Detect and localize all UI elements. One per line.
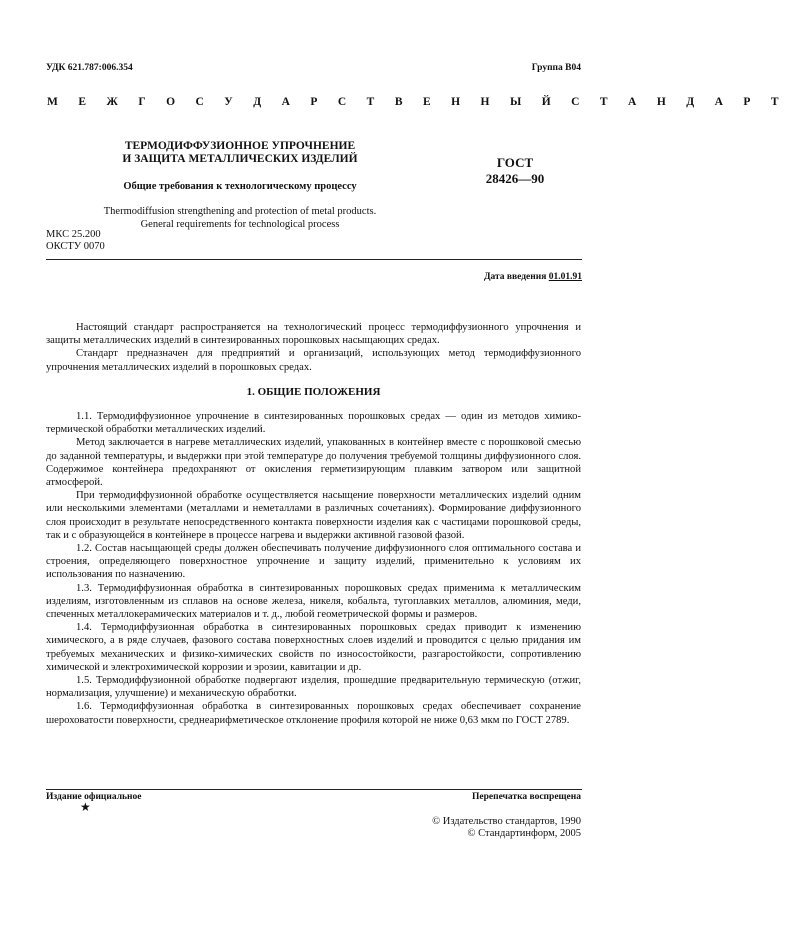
udk-code: УДК 621.787:006.354 [46, 63, 133, 73]
copyright-2: © Стандартинформ, 2005 [467, 828, 581, 839]
intro-date-value: 01.01.91 [548, 272, 582, 282]
paragraph-1-4: 1.4. Термодиффузионная обработка в синтезированных порошковых средах приводит к изменению химического, а в ряде случаев, фазового состава поверхностных слоев изделий и проводится с целью придания им требуемых механических и физико-химических свойств по износостойкости, разгаростойкости, сопротивлению химической и электрохимической коррозии и эрозии, кавитации и др. [46, 622, 581, 673]
reprint-notice: Перепечатка воспрещена [471, 792, 581, 802]
subtitle: Общие требования к технологическому процессу [123, 181, 357, 192]
section-1-body [46, 410, 581, 727]
paragraph-saturation: При термодиффузионной обработке осуществляется насыщение поверхности металлических изделий одним или несколькими элементами (металлами и неметаллами в различных сочетаниях). Формирование диффузионного слоя происходит в результате непосредственного контакта поверхности изделия как с частицами порошковой среды, так и с образующейся в контейнере в процессе нагрева и выдержки активной газовой фазой. [46, 490, 581, 541]
title-block [80, 140, 400, 231]
title-en-1: Thermodiffusion strengthening and protection of metal products. [103, 206, 377, 217]
intro-date-label: Дата введения [483, 272, 549, 282]
copyright-1: © Издательство стандартов, 1990 [432, 816, 581, 827]
gost-label: ГОСТ [496, 155, 534, 170]
intro-paragraph: Настоящий стандарт распространяется на технологический процесс термодиффузионного упрочнения и защиты металлических изделий в синтезированных порошковых насыщающих средах. [46, 322, 581, 347]
paragraph-method: Метод заключается в нагреве металлических изделий, упакованных в контейнер вместе с порошковой смесью до заданной температуры, и выдержки при этой температуре до получения требуемой толщины диффузионного слоя. Содержимое контейнера предохраняют от окисления герметизирующим плавким затвором или защитной атмосферой. [46, 437, 581, 489]
intro-paragraph: Стандарт предназначен для предприятий и организаций, использующих метод термодиффузионного упрочнения металлических изделий в порошковых средах. [46, 348, 581, 373]
paragraph-1-2: 1.2. Состав насыщающей среды должен обеспечивать получение диффузионного слоя оптимального состава и строения, определяющего поверхностное упрочнение и защиту изделий, применительно к условиям их использования по назначению. [46, 543, 581, 581]
footer-divider [46, 789, 582, 790]
okstu-code: ОКСТУ 0070 [46, 241, 105, 252]
paragraph-1-3: 1.3. Термодиффузионная обработка в синтезированных порошковых средах применима к металлическим изделиям, изготовленным из сплавов на основе железа, никеля, кобальта, тугоплавких металлов, алюминия, меди, спеченных металлокерамических материалов и т. д., любой геометрической формы и размеров. [46, 582, 581, 621]
official-edition: Издание официальное [46, 792, 142, 802]
title-en-2: General requirements for technological process [140, 219, 340, 230]
gost-number: 28426—90 [485, 171, 545, 186]
intro-text [46, 321, 581, 374]
intro-date [484, 271, 582, 283]
standard-type: М Е Ж Г О С У Д А Р С Т В Е Н Н Ы Й С Т А Н Д А Р Т [47, 96, 787, 108]
title-line-1: ТЕРМОДИФФУЗИОННОЕ УПРОЧНЕНИЕ [124, 140, 356, 152]
section-heading: 1. ОБЩИЕ ПОЛОЖЕНИЯ [246, 386, 381, 398]
mks-code: МКС 25.200 [46, 229, 101, 240]
paragraph-1-5: 1.5. Термодиффузионной обработке подвергают изделия, прошедшие предварительную термическую (отжиг, нормализация, улучшение) и механическую обработки. [46, 675, 581, 700]
star-icon: ★ [80, 800, 91, 814]
header-divider [46, 259, 582, 260]
group-code: Группа В04 [531, 63, 581, 73]
paragraph-1-1: 1.1. Термодиффузионное упрочнение в синтезированных порошковых средах — один из методов химико-термической обработки металлических изделий. [46, 411, 581, 436]
title-line-2: И ЗАЩИТА МЕТАЛЛИЧЕСКИХ ИЗДЕЛИЙ [122, 153, 358, 165]
paragraph-1-6: 1.6. Термодиффузионная обработка в синтезированных порошковых средах обеспечивает сохранение шероховатости поверхности, среднеарифметическое отклонение профиля которой не ниже 0,63 мкм по ГОСТ 2789. [46, 701, 581, 726]
